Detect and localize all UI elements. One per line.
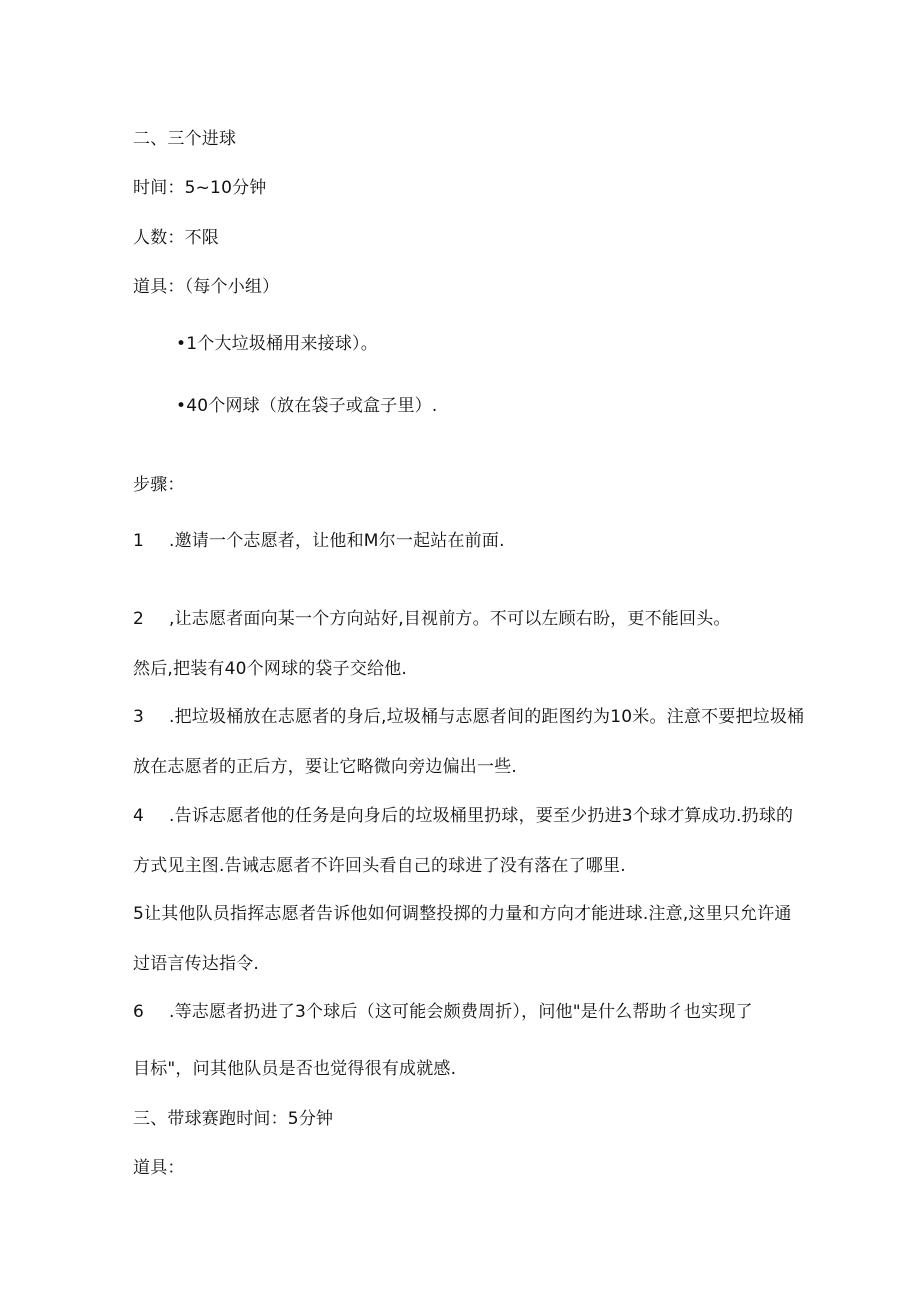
step-text: .把垃圾桶放在志愿者的身后,垃圾桶与志愿者间的距图约为10米。注意不要把垃圾桶 [169, 707, 805, 727]
step-5: 5让其他队员指挥志愿者告诉他如何调整投掷的力量和方向才能进球.注意,这里只允许通 [133, 904, 792, 924]
props-line: 道具： [133, 1158, 185, 1178]
step-number: 6 [133, 1002, 145, 1022]
step-4 [133, 805, 793, 827]
step-5-continuation: 过语言传达指令. [133, 954, 260, 974]
step-text: .等志愿者扔进了3个球后（这可能会颇费周折），问他"是什么帮助彳也实现了 [169, 1002, 753, 1022]
bullet-item: •40个网球（放在袋子或盒子里）. [176, 396, 438, 416]
step-number: 2 [133, 609, 145, 629]
step-number: 3 [133, 707, 145, 727]
step-3 [133, 706, 804, 728]
step-2 [133, 608, 731, 630]
step-2-continuation: 然后,把装有40个网球的袋子交给他. [133, 659, 408, 679]
step-6-continuation: 目标"，问其他队员是否也觉得很有成就感. [133, 1059, 457, 1079]
bullet-item: •1个大垃圾桶用来接球）。 [176, 334, 378, 354]
section-title: 三、带球赛跑时间：5分钟 [133, 1109, 334, 1129]
step-text: .邀请一个志愿者，让他和M尔一起站在前面. [169, 531, 505, 551]
step-number: 1 [133, 531, 145, 551]
step-number: 4 [133, 806, 145, 826]
people-line: 人数：不限 [133, 228, 219, 248]
step-1 [133, 530, 505, 552]
step-3-continuation: 放在志愿者的正后方，要让它略微向旁边偏出一些. [133, 757, 518, 777]
steps-label: 步骤： [133, 475, 185, 495]
time-line: 时间：5~10分钟 [133, 178, 267, 198]
props-line: 道具：（每个小组） [133, 277, 280, 297]
step-4-continuation: 方式见主图.告诫志愿者不许回头看自己的球进了没有落在了哪里. [133, 856, 626, 876]
step-6 [133, 1001, 753, 1023]
step-text: ,让志愿者面向某一个方向站好,目视前方。不可以左顾右盼，更不能回头。 [169, 609, 731, 629]
section-title: 二、三个进球 [133, 129, 237, 149]
step-text: .告诉志愿者他的任务是向身后的垃圾桶里扔球，要至少扔进3个球才算成功.扔球的 [169, 806, 794, 826]
